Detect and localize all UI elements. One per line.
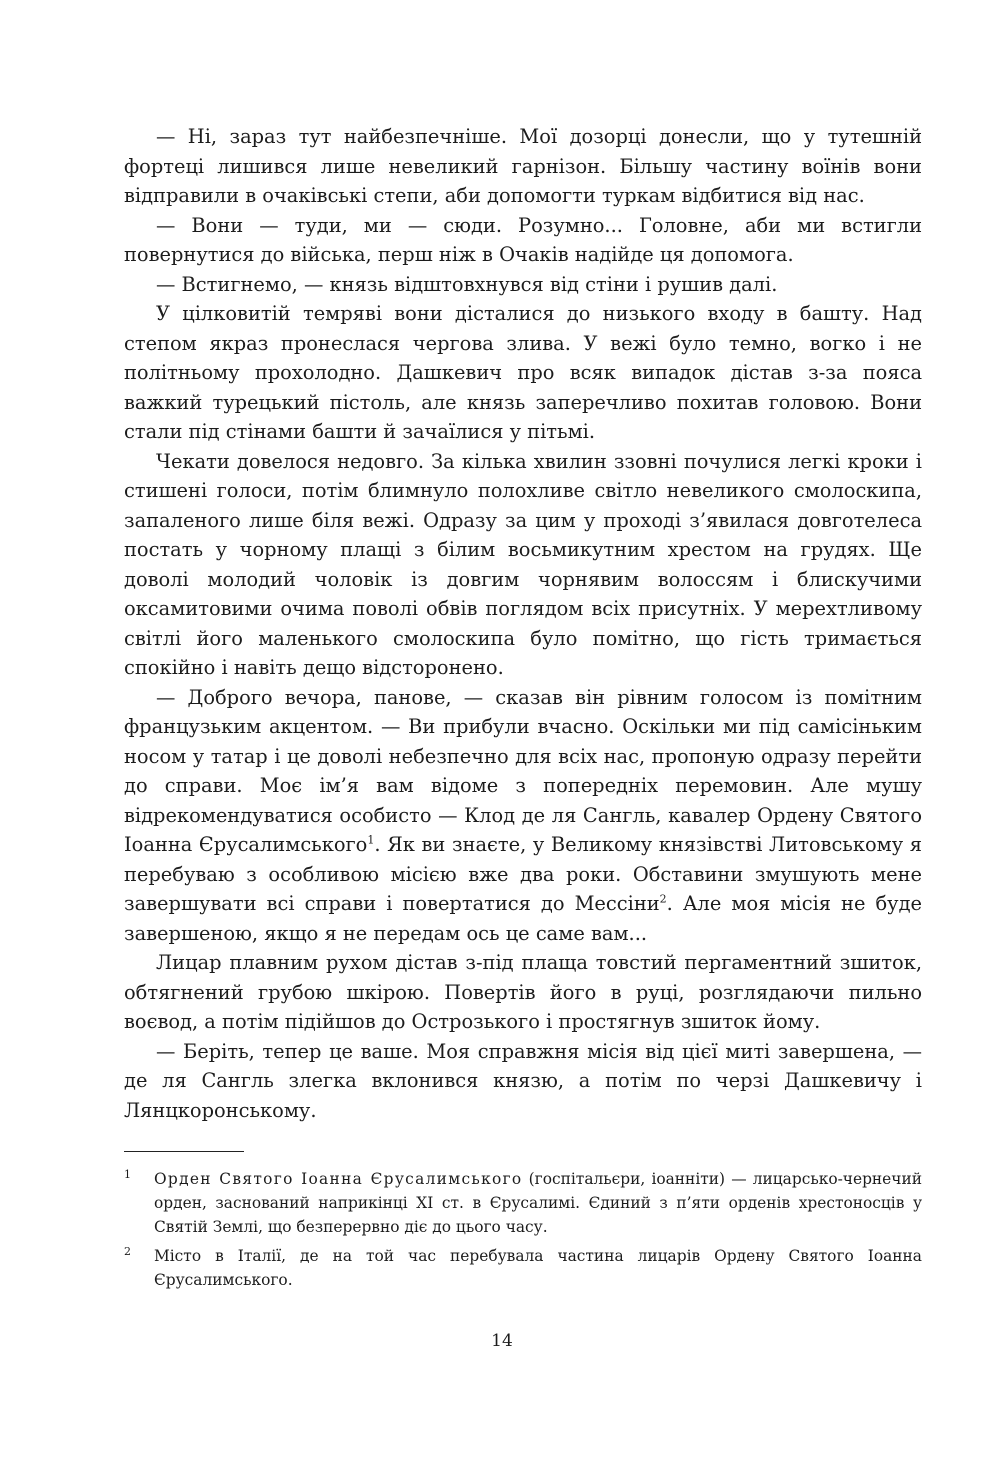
page-number: 14: [491, 1331, 513, 1351]
footnote-number: 1: [124, 1168, 131, 1181]
footnote-text: (госпітальєри, іоанніти) — лицарсько-чернечий орден, заснований наприкінці ХІ ст. в Єрусалимі. Єдиний з п’яти орденів хрестоносців у Святій Землі, що безперервно діє до цього часу.: [154, 1170, 922, 1236]
paragraph-6-part-1: — Доброго вечора, панове, — сказав він рівним голосом із помітним французьким акцентом. — Ви прибули вчасно. Оскільки ми під самісіньким носом у татар і це доволі небезпечно для всіх нас, пропоную одразу перейти до справи. Моє ім’я вам відоме з попередніх перемовин. Але мушу відрекомендуватися особисто — Клод де ля Сангль, кавалер Ордену Святого Іоанна Єрусалимського: [124, 685, 922, 856]
footnote-text: Місто в Італії, де на той час перебувала частина лицарів Ордену Святого Іоанна Єрусалимського.: [154, 1247, 922, 1290]
footnote-term: Орден Святого Іоанна Єрусалимського: [154, 1170, 523, 1188]
footnote-ref-1[interactable]: 1: [367, 833, 375, 847]
paragraph-6: [124, 683, 922, 949]
footnote-1: [124, 1168, 922, 1239]
paragraph-1: — Ні, зараз тут найбезпечніше. Мої дозорці донесли, що у тутешній фортеці лишився лише невеликий гарнізон. Більшу частину воїнів вони відправили в очаківські степи, аби допомогти туркам відбитися від нас.: [124, 125, 922, 207]
paragraph-2: — Вони — туди, ми — сюди. Розумно... Головне, аби ми встигли повернутися до війська, перш ніж в Очаків надійде ця допомога.: [124, 213, 922, 266]
paragraph-4: У цілковитій темряві вони дісталися до низького входу в башту. Над степом якраз пронеслася чергова злива. У вежі було темно, вогко і не політньому прохолодно. Дашкевич про всяк випадок дістав з-за пояса важкий турецький пістоль, але князь заперечливо похитав головою. Вони стали під стінами башти й зачаїлися у пітьмі.: [124, 302, 922, 443]
paragraph-5: Чекати довелося недовго. За кілька хвилин ззовні почулися легкі кроки і стишені голоси, потім блимнуло полохливе світло невеликого смолоскипа, запаленого лише біля вежі. Одразу за цим у проході з’явилася довготелеса постать у чорному плащі з білим восьмикутним хрестом на грудях. Ще доволі молодий чоловік із довгим чорнявим волоссям і блискучими оксамитовими очима поволі обвів поглядом всіх присутніх. У мерехтливому світлі його маленького смолоскипа було помітно, що гість тримається спокійно і навіть дещо відсторонено.: [124, 449, 922, 679]
paragraph-6-part-3: . Але моя місія не буде завершеною, якщо я не передам ось це саме вам...: [124, 892, 922, 945]
footnote-2: [124, 1245, 922, 1293]
book-page: [124, 122, 922, 1299]
footnote-number: 2: [124, 1245, 131, 1259]
paragraph-8: — Беріть, тепер це ваше. Моя справжня місія від цієї миті завершена, — де ля Сангль злегка вклонився князю, а потім по черзі Дашкевичу і Лянцкоронському.: [124, 1039, 922, 1122]
paragraph-6-part-2: . Як ви знаєте, у Великому князівстві Литовському я перебуваю з особливою місією вже два роки. Обставини змушують мене завершувати всі справи і повертатися до Мессіни: [124, 833, 922, 915]
footnote-divider: [124, 1151, 244, 1152]
paragraph-3: — Встигнемо, — князь відштовхнувся від стіни і рушив далі.: [156, 272, 778, 296]
footnote-ref-2[interactable]: 2: [659, 892, 667, 906]
main-text: [124, 122, 922, 1125]
paragraph-7: Лицар плавним рухом дістав з-під плаща товстий пергаментний зшиток, обтягнений грубою шкірою. Повертів його в руці, розглядаючи пильно воєвод, а потім підійшов до Острозького і простягнув зшиток йому.: [124, 951, 922, 1033]
